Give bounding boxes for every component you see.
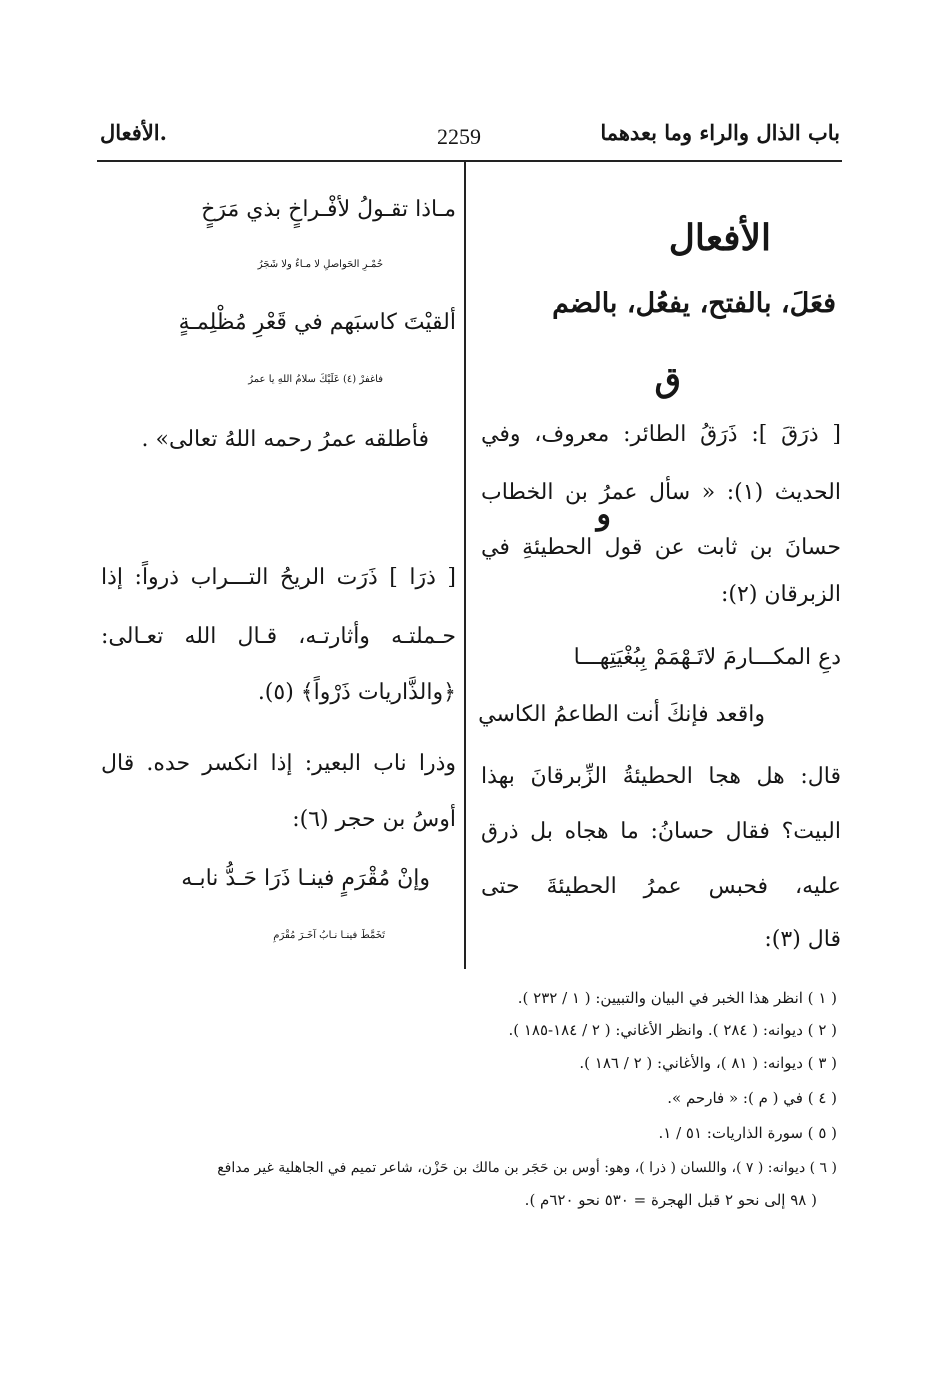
footnote: ( ٣ ) ديوانه: ( ٨١ )، والأغاني: ( ٢ / ١٨٦ ). xyxy=(579,1054,837,1072)
column-divider xyxy=(464,161,466,969)
verse-line: فاغفرْ (٤) عَلَيْكَ سلامُ اللهِ يا عمرُ xyxy=(248,374,383,385)
body-line: [ ذرَقَ ]: ذَرَقُ الطائر: معروف، وفي xyxy=(481,422,841,447)
body-line: فأطلقه عمرُ رحمه اللهُ تعالى» . xyxy=(141,427,429,452)
verse-line: وإنْ مُقْرَمٍ فينـا ذَرَا حَـدُّ نابـه xyxy=(181,866,430,891)
section-title: الأفعال xyxy=(668,217,771,259)
verse-line: واقعد فإنكَ أنت الطاعمُ الكاسي xyxy=(478,702,765,727)
body-line: قال: هل هجا الحطيئةُ الزِّبرقانَ بهذا xyxy=(481,764,841,789)
letter-heading-waw: و xyxy=(596,497,611,532)
body-line: حـملتـه وأثارتـه، قـال الله تعـالى: xyxy=(101,624,456,649)
verse-line: مـاذا تقـولُ لأفْـراخٍ بذي مَرَخٍ xyxy=(201,197,456,222)
body-line: وذرا ناب البعير: إذا انكسر حده. قال xyxy=(101,751,456,776)
footnote-continuation: ( ٩٨ إلى نحو ٢ قبل الهجرة = ٥٣٠ نحو ٦٢٠م ). xyxy=(524,1191,817,1209)
body-line: حسانَ بن ثابت عن قول الحطيئةِ في xyxy=(481,535,841,560)
footnote: ( ٦ ) ديوانه: ( ٧ )، واللسان ( ذرا )، وهو: أوس بن حَجَر بن مالك بن حَزْن، شاعر تميم في الجاهلية غير مدافع xyxy=(217,1160,837,1176)
footnote: ( ١ ) انظر هذا الخبر في البيان والتبيين: ( ١ / ٢٣٢ ). xyxy=(517,989,837,1007)
quran-verse: ﴿والذَّاريات ذَرْواً﴾ (٥). xyxy=(257,680,456,705)
body-line: عليه، فحبس عمرُ الحطيئةَ حتى xyxy=(481,874,841,899)
body-line: الزبرقان (٢): xyxy=(721,582,841,607)
verse-line: حُمْـرِ الحَواصلِ لا مـاءٌ ولا شَجَرُ xyxy=(257,259,383,270)
body-line: أوسُ بن حجر (٦): xyxy=(292,807,456,832)
footnote: ( ٢ ) ديوانه: ( ٢٨٤ ). وانظر الأغاني: ( ٢ / ١٨٤-١٨٥ ). xyxy=(508,1021,837,1039)
section-subtitle: فعَلَ، بالفتح، يفعُل، بالضم xyxy=(552,288,836,319)
footnote: ( ٥ ) سورة الذاريات: ٥١ / ١. xyxy=(658,1124,837,1142)
body-line: قال (٣): xyxy=(764,927,841,952)
page-number: 2259 xyxy=(437,124,481,149)
header-divider xyxy=(97,160,842,162)
letter-heading-qaf: ق xyxy=(654,360,681,400)
running-header-title: باب الذال والراء وما بعدهما xyxy=(600,120,840,145)
body-line: [ ذرَا ] ذَرَت الريحُ التـــراب ذرواً: إذا xyxy=(101,565,456,590)
verse-line: دعِ المكـــارمَ لاتَـهْمَمْ بِبُغْيَتِهـــا xyxy=(573,645,841,670)
verse-line: ألقيْتَ كاسبَهم في قَعْرِ مُظْلِمـةٍ xyxy=(178,310,456,335)
footnote: ( ٤ ) في ( م ): « فارحم ». xyxy=(667,1089,837,1107)
verse-line: تَخَمَّطَ فينـا نـابُ آخَـرَ مُقْرَمِ xyxy=(273,930,385,941)
running-header-section: .الأفعال xyxy=(100,120,167,145)
body-line: الحديث (١): « سأل عمرُ بن الخطاب xyxy=(481,480,841,505)
body-line: البيت؟ فقال حسانُ: ما هجاه بل ذرق xyxy=(481,819,841,844)
